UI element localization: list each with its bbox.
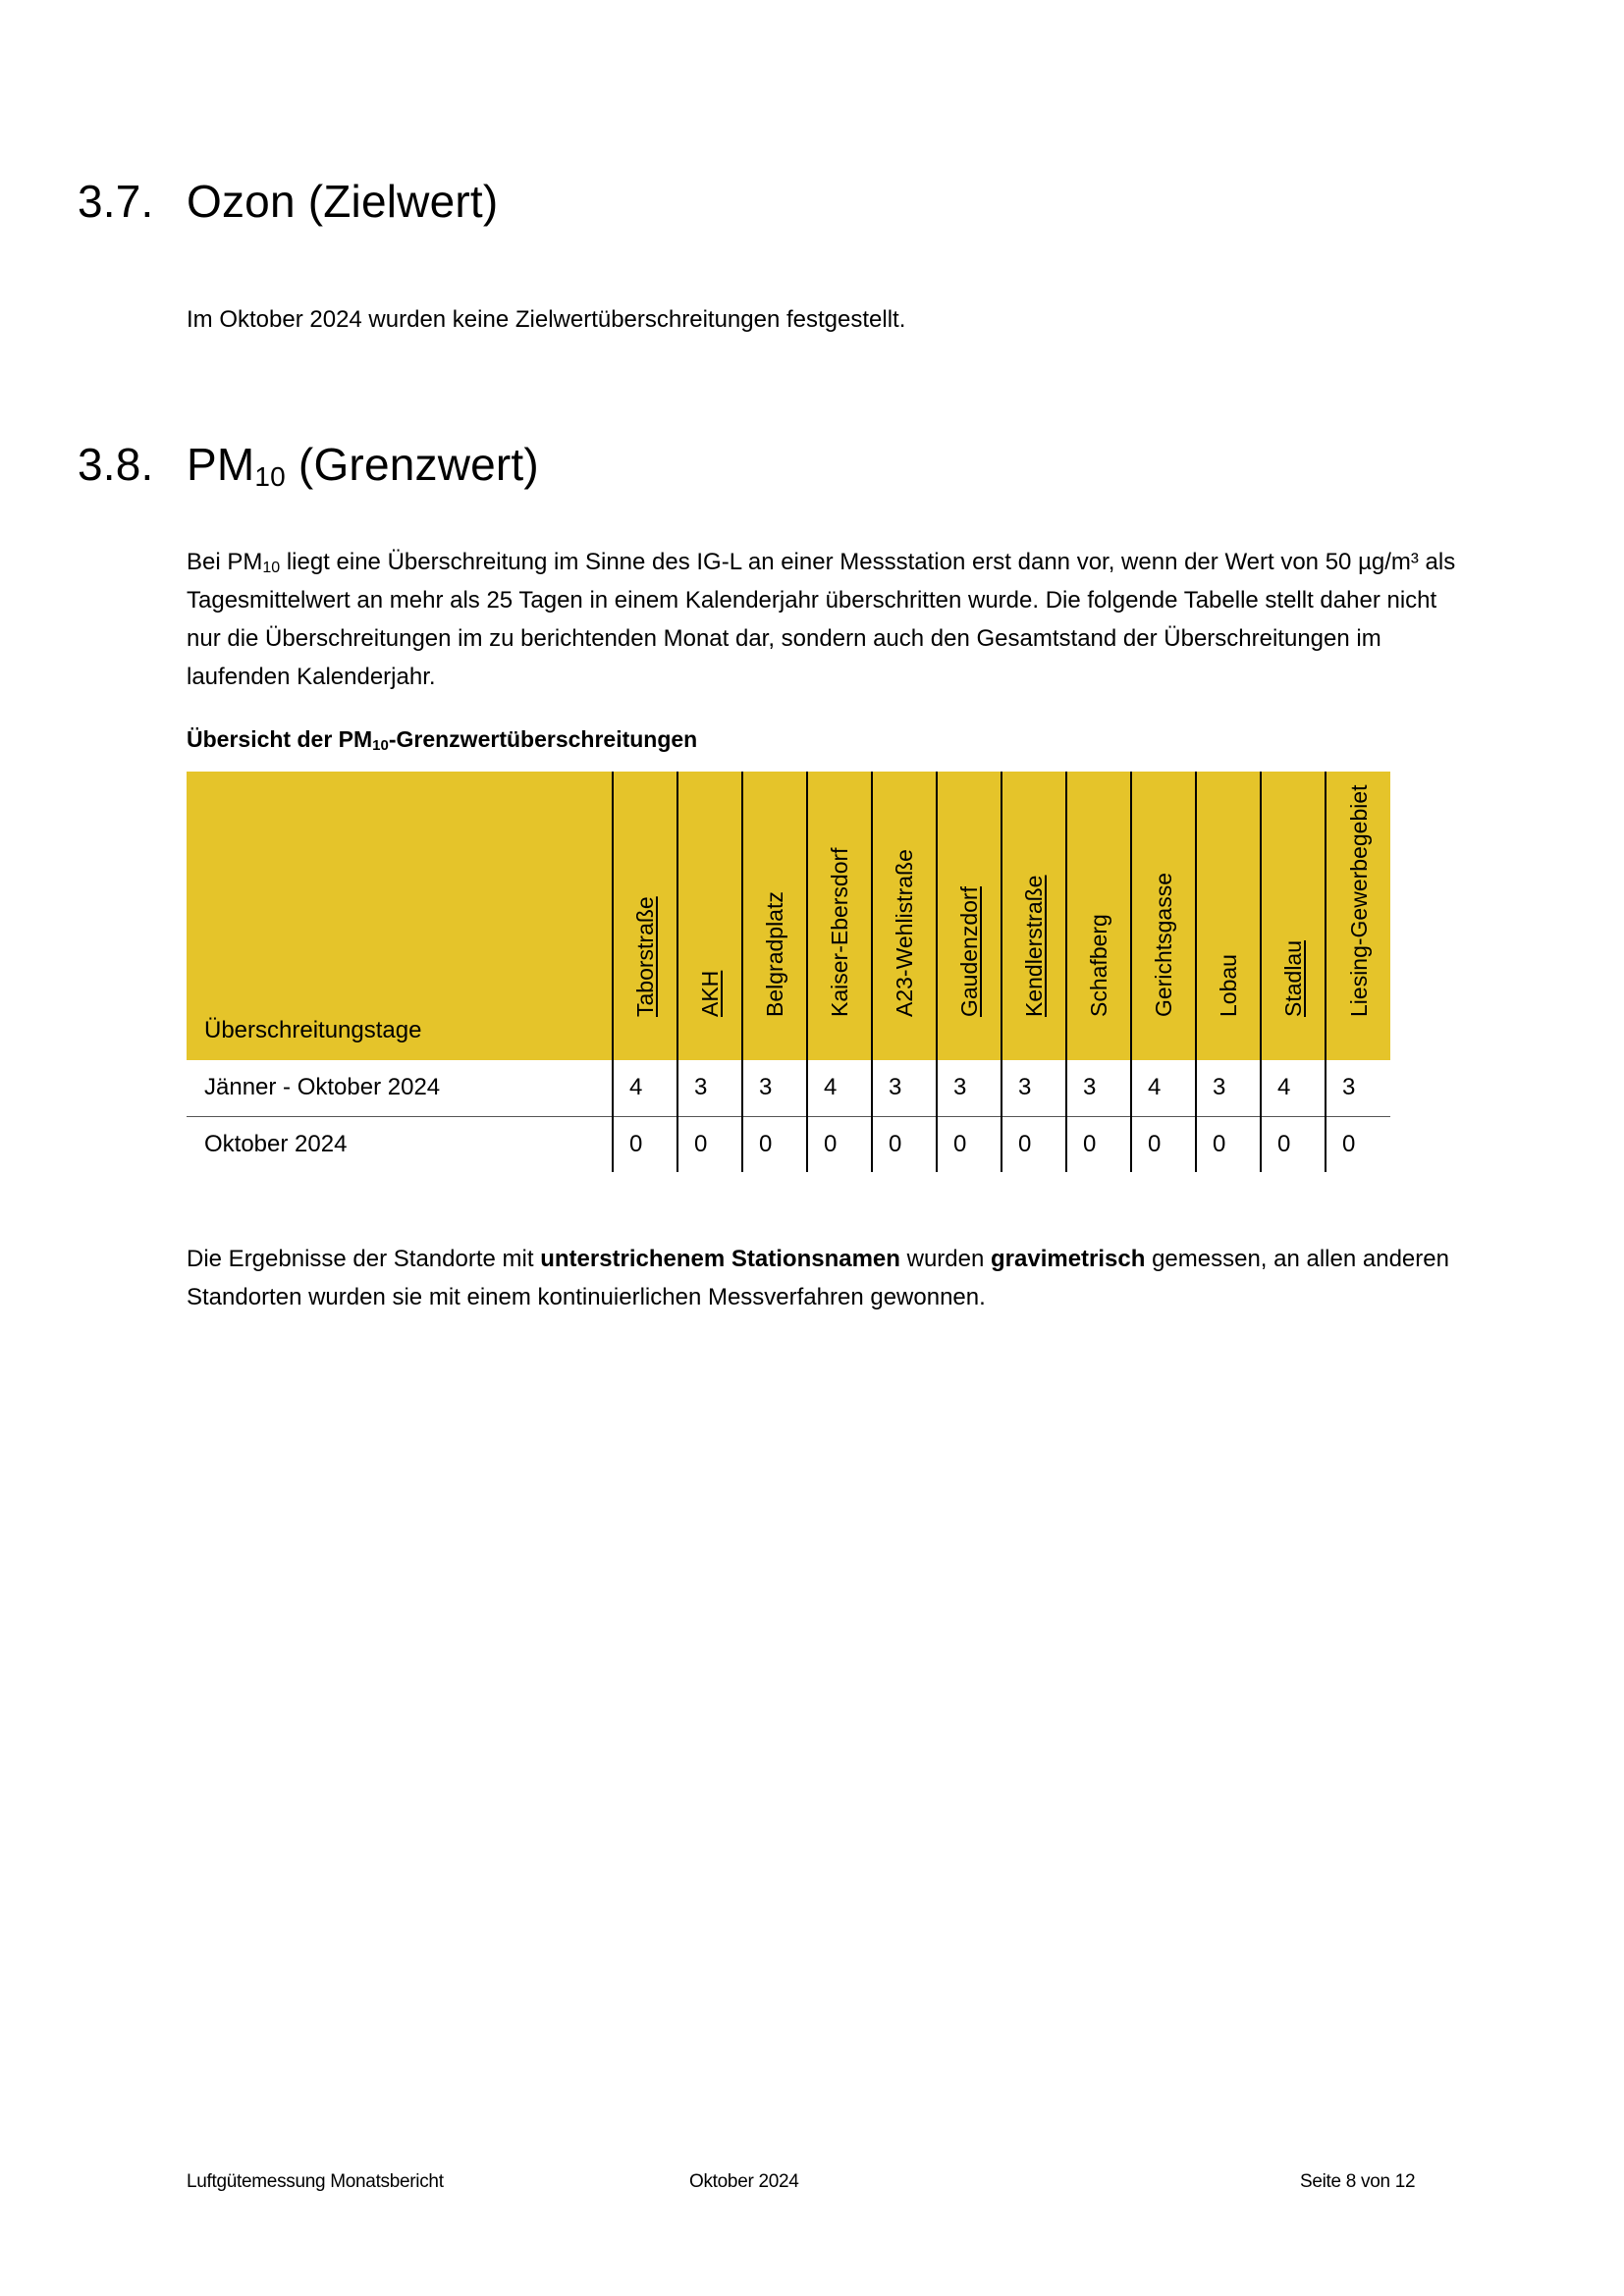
table-cell: 0 bbox=[1131, 1116, 1196, 1172]
section-title: $PM_{10}$ (Grenzwert) bbox=[187, 439, 539, 492]
station-name: A23-Wehlistraße bbox=[892, 849, 917, 1017]
ozone-statement: Im Oktober 2024 wurden keine Zielwertüberschreitungen festgestellt. bbox=[187, 306, 906, 333]
table-cell: 0 bbox=[1261, 1116, 1326, 1172]
table-cell: 0 bbox=[1326, 1116, 1390, 1172]
row-header-label: Überschreitungstage bbox=[187, 772, 613, 1060]
table-cell: 3 bbox=[1066, 1060, 1131, 1116]
table-cell: 4 bbox=[613, 1060, 677, 1116]
pm10-exceedance-table bbox=[187, 772, 1390, 1172]
station-name: AKH bbox=[697, 970, 723, 1017]
table-cell: 0 bbox=[1196, 1116, 1261, 1172]
table-cell: 0 bbox=[1001, 1116, 1066, 1172]
station-name: Gerichtsgasse bbox=[1151, 872, 1176, 1017]
table-cell: 0 bbox=[937, 1116, 1001, 1172]
station-header bbox=[807, 772, 872, 1060]
table-caption: Übersicht der $PM_{10}$-Grenzwertüberschreitungen bbox=[187, 726, 698, 754]
table-cell: 0 bbox=[742, 1116, 807, 1172]
station-header bbox=[677, 772, 742, 1060]
table-cell: 0 bbox=[807, 1116, 872, 1172]
station-header bbox=[1131, 772, 1196, 1060]
table-cell: 0 bbox=[1066, 1116, 1131, 1172]
station-name: Schafberg bbox=[1086, 914, 1111, 1017]
table-cell: 3 bbox=[742, 1060, 807, 1116]
measurement-note: Die Ergebnisse der Standorte mit unterstrichenem Stationsnamen wurden gravimetrisch gemessen, an allen anderen Standorten wurden sie mit einem kontinuierlichen Messverfahren gewonnen. bbox=[187, 1246, 1449, 1310]
table-row bbox=[187, 1116, 1390, 1172]
station-name: Liesing-Gewerbegebiet bbox=[1345, 784, 1372, 1017]
section-3-7-heading bbox=[78, 175, 498, 228]
table-cell: 3 bbox=[1001, 1060, 1066, 1116]
pm10-explanation: Bei $PM_{10}$ liegt eine Überschreitung im Sinne des IG-L an einer Messstation erst dann vor, wenn der Wert von 50 µg/m³ als Tagesmittelwert an mehr als 25 Tagen in einem Kalenderjahr überschritten wurde. Die folgende Tabelle stellt daher nicht nur die Überschreitungen im zu berichtenden Monat dar, sondern auch den Gesamtstand der Überschreitungen im laufenden Kalenderjahr. bbox=[187, 549, 1456, 690]
station-header bbox=[1001, 772, 1066, 1060]
table-cell: 0 bbox=[613, 1116, 677, 1172]
station-header bbox=[1261, 772, 1326, 1060]
table-cell: 3 bbox=[937, 1060, 1001, 1116]
table-cell: 3 bbox=[1326, 1060, 1390, 1116]
station-name: Taborstraße bbox=[632, 896, 658, 1017]
station-header bbox=[872, 772, 937, 1060]
station-name: Kendlerstraße bbox=[1021, 875, 1047, 1017]
table-cell: 4 bbox=[807, 1060, 872, 1116]
section-title: Ozon (Zielwert) bbox=[187, 176, 499, 227]
table-cell: 3 bbox=[677, 1060, 742, 1116]
table-cell: 4 bbox=[1261, 1060, 1326, 1116]
station-header bbox=[742, 772, 807, 1060]
section-3-8-heading bbox=[78, 438, 539, 491]
section-number: 3.8. bbox=[78, 439, 154, 490]
station-header bbox=[1196, 772, 1261, 1060]
station-name: Belgradplatz bbox=[762, 891, 787, 1017]
station-name: Gaudenzdorf bbox=[956, 886, 982, 1017]
footer-month: Oktober 2024 bbox=[689, 2171, 799, 2192]
table-row bbox=[187, 1060, 1390, 1116]
row-label: Oktober 2024 bbox=[204, 1130, 348, 1157]
footer-page-number: Seite 8 von 12 bbox=[1300, 2171, 1416, 2192]
row-label: Jänner - Oktober 2024 bbox=[187, 1060, 613, 1116]
station-name: Stadlau bbox=[1280, 939, 1306, 1017]
station-header bbox=[937, 772, 1001, 1060]
station-name: Lobau bbox=[1216, 954, 1241, 1017]
table-cell: 3 bbox=[1196, 1060, 1261, 1116]
section-number: 3.7. bbox=[78, 176, 154, 227]
table-cell: 0 bbox=[872, 1116, 937, 1172]
footer-report-title: Luftgütemessung Monatsbericht bbox=[187, 2171, 444, 2192]
table-cell: 4 bbox=[1131, 1060, 1196, 1116]
table-cell: 0 bbox=[677, 1116, 742, 1172]
station-header bbox=[1326, 772, 1390, 1060]
station-name: Kaiser-Ebersdorf bbox=[827, 847, 852, 1017]
table-cell: 3 bbox=[872, 1060, 937, 1116]
station-header bbox=[613, 772, 677, 1060]
table-body bbox=[187, 1060, 1390, 1172]
table-header-row bbox=[187, 772, 1390, 1060]
station-header bbox=[1066, 772, 1131, 1060]
